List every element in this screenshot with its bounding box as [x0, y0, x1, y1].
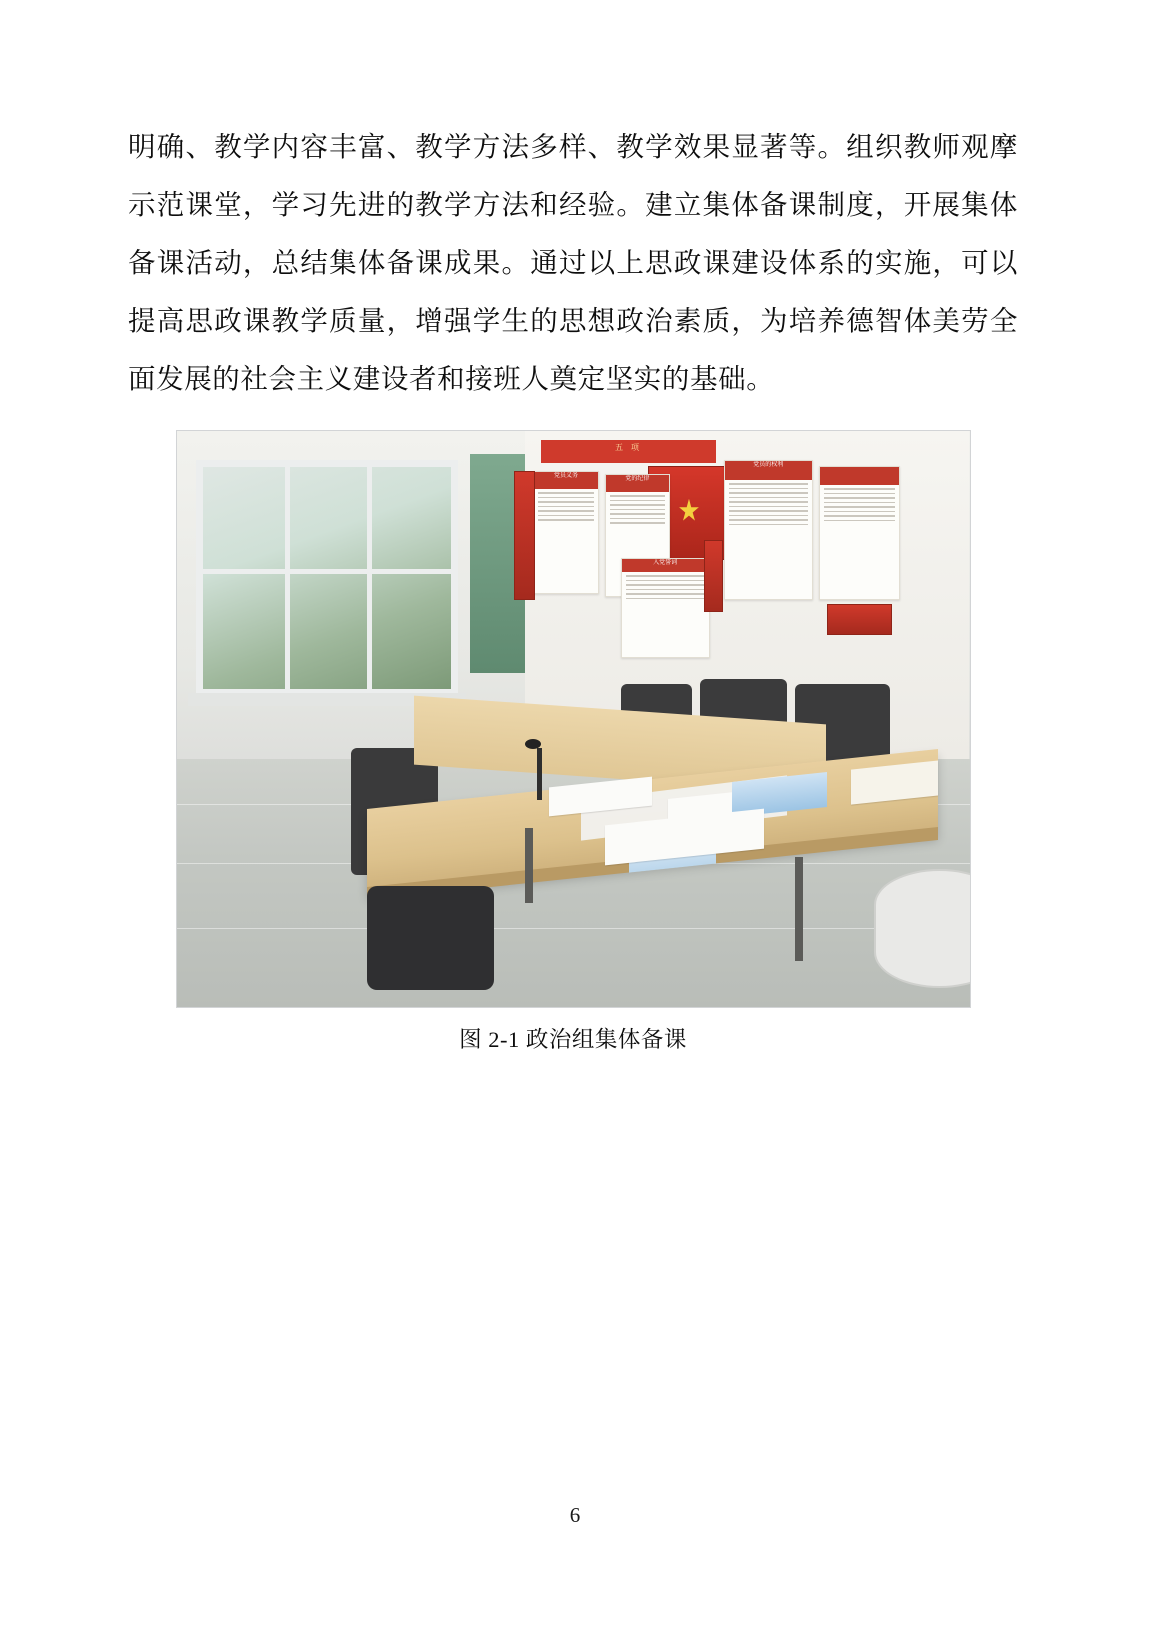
poster-title: 入党誓词 — [622, 559, 709, 573]
window-mullion — [367, 467, 372, 689]
wall-poster — [724, 460, 813, 600]
poster-title: 党员的权利 — [725, 461, 812, 480]
microphone-stand — [537, 748, 542, 800]
red-vertical-banner — [514, 471, 535, 600]
figure-caption: 图 2-1 政治组集体备课 — [459, 1027, 687, 1052]
window-glass — [203, 467, 451, 689]
poster-text — [534, 489, 597, 527]
red-badge — [827, 604, 892, 635]
wall-poster — [533, 471, 598, 594]
window-mullion — [285, 467, 290, 689]
page-content — [128, 118, 1018, 1054]
table-leg — [795, 857, 803, 961]
window-transom — [203, 569, 451, 574]
poster-text — [622, 572, 709, 605]
poster-text — [725, 480, 812, 531]
wall-poster — [621, 558, 710, 658]
poster-text — [606, 492, 669, 530]
poster-title: 党员义务 — [534, 472, 597, 489]
page-number: 6 — [569, 1503, 581, 1527]
wall-poster — [819, 466, 900, 600]
poster-title: 党的纪律 — [606, 475, 669, 492]
poster-title — [820, 467, 899, 486]
wall-banner: 五 项 — [541, 440, 715, 463]
window-icon — [196, 460, 458, 696]
photo-scene — [177, 431, 970, 1007]
body-paragraph: 明确、教学内容丰富、教学方法多样、教学效果显著等。组织教师观摩示范课堂，学习先进的教学方法和经验。建立集体备课制度，开展集体备课活动，总结集体备课成果。通过以上思政课建设体系的实施，可以提高思政课教学质量，增强学生的思想政治素质，为培养德智体美劳全面发展的社会主义建设者和接班人奠定坚实的基础。 — [128, 131, 1018, 394]
chair-foreground-dark — [367, 886, 494, 990]
red-vertical-banner — [704, 540, 723, 611]
figure-block — [128, 430, 1018, 1054]
poster-text — [820, 485, 899, 527]
table-leg — [525, 828, 533, 903]
chair-foreground — [874, 869, 969, 988]
figure-image — [176, 430, 971, 1008]
